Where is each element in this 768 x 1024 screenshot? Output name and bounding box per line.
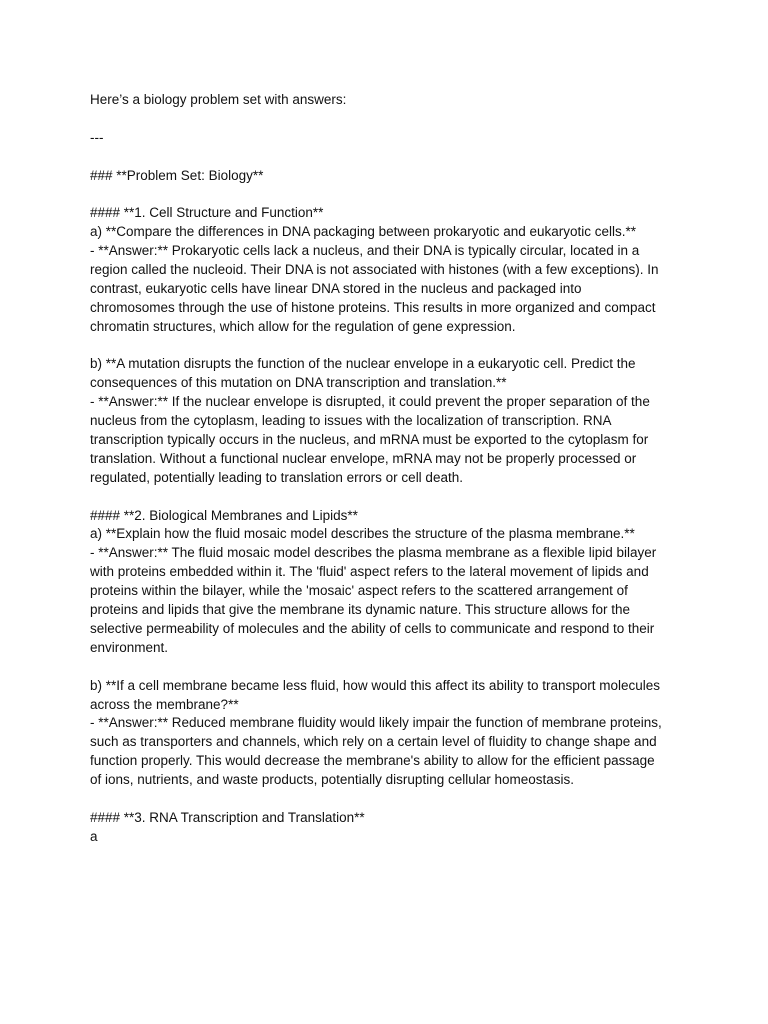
blank-line — [90, 658, 690, 677]
section-heading: #### **3. RNA Transcription and Translation** — [90, 809, 365, 825]
text-line: function properly. This would decrease the membrane's ability to allow for the efficient passage — [90, 753, 655, 769]
text-line: nucleus from the cytoplasm, leading to issues with the localization of transcription. RNA — [90, 413, 612, 429]
answer-text: - **Answer:** If the nuclear envelope is disrupted, it could prevent the proper separation of the — [90, 394, 650, 410]
text-line: transcription typically occurs in the nucleus, and mRNA must be exported to the cytoplasm for — [90, 432, 649, 448]
answer-text: - **Answer:** Prokaryotic cells lack a nucleus, and their DNA is typically circular, located in a — [90, 243, 640, 259]
blank-line — [90, 110, 690, 129]
answer-text: - **Answer:** The fluid mosaic model describes the plasma membrane as a flexible lipid bilayer — [90, 545, 657, 561]
horizontal-rule-text: --- — [90, 129, 104, 145]
text-line: contrast, eukaryotic cells have linear DNA stored in the nucleus and packaged into — [90, 280, 582, 296]
text-line: a — [90, 828, 98, 844]
text-line: chromatin structures, which allow for the regulation of gene expression. — [90, 318, 516, 334]
text-line: regulated, potentially leading to translation errors or cell death. — [90, 469, 463, 485]
answer-text: - **Answer:** Reduced membrane fluidity would likely impair the function of membrane proteins, — [90, 715, 662, 731]
blank-line — [90, 488, 690, 507]
blank-line — [90, 148, 690, 167]
text-line: translation. Without a functional nuclear envelope, mRNA may not be properly processed or — [90, 450, 637, 466]
question-text: b) **A mutation disrupts the function of the nuclear envelope in a eukaryotic cell. Predict the — [90, 356, 636, 372]
text-line: of ions, nutrients, and waste products, potentially disrupting cellular homeostasis. — [90, 772, 575, 788]
section-heading: #### **1. Cell Structure and Function** — [90, 205, 324, 221]
question-text: b) **If a cell membrane became less fluid, how would this affect its ability to transport molecules — [90, 677, 661, 693]
text-line: across the membrane?** — [90, 696, 239, 712]
text-line: Here’s a biology problem set with answers: — [90, 92, 347, 107]
question-text: a) **Explain how the fluid mosaic model describes the structure of the plasma membrane.** — [90, 526, 635, 542]
text-line: selective permeability of molecules and the ability of cells to communicate and respond to their — [90, 620, 655, 636]
document-title: ### **Problem Set: Biology** — [90, 167, 264, 183]
document-page — [90, 91, 690, 847]
blank-line — [90, 337, 690, 356]
text-line: proteins and lipids that give the membrane its dynamic nature. This structure allows for the — [90, 602, 631, 618]
text-line: with proteins embedded within it. The 'fluid' aspect refers to the lateral movement of lipids and — [90, 564, 649, 580]
text-line: region called the nucleoid. Their DNA is not associated with histones (with a few exceptions). In — [90, 262, 659, 278]
text-line: such as transporters and channels, which rely on a certain level of fluidity to change shape and — [90, 734, 657, 750]
blank-line — [90, 790, 690, 809]
text-line: proteins within the bilayer, while the 'mosaic' aspect refers to the scattered arrangement of — [90, 583, 628, 599]
text-line: chromosomes through the use of histone proteins. This results in more organized and compact — [90, 299, 656, 315]
blank-line — [90, 185, 690, 204]
text-line: consequences of this mutation on DNA transcription and translation.** — [90, 375, 507, 391]
question-text: a) **Compare the differences in DNA packaging between prokaryotic and eukaryotic cells.** — [90, 224, 637, 240]
section-heading: #### **2. Biological Membranes and Lipids** — [90, 507, 358, 523]
text-line: environment. — [90, 639, 169, 655]
